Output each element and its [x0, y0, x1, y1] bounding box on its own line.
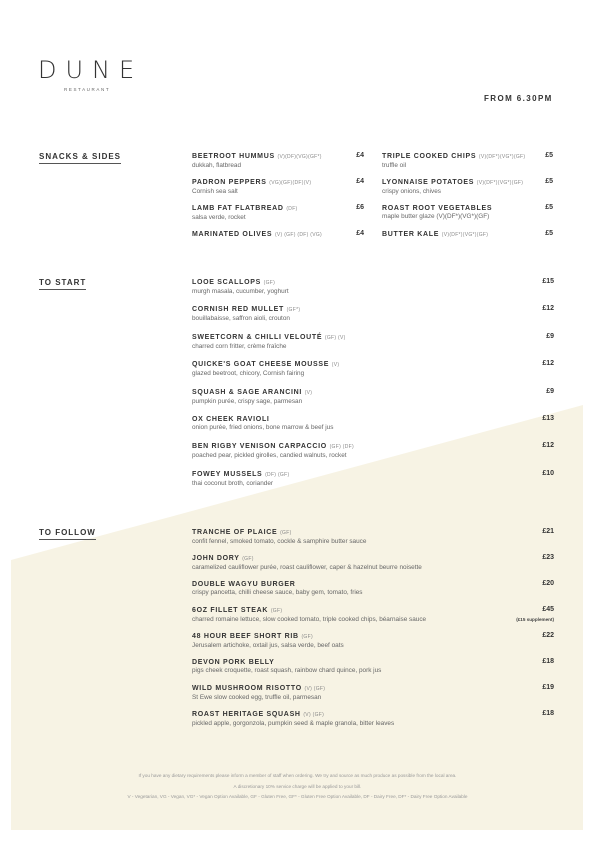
menu-item [192, 305, 300, 323]
item-tags: (DF) [286, 206, 298, 212]
item-name: PADRON PEPPERS [192, 179, 267, 186]
item-price: £4 [356, 178, 364, 185]
price-supplement-note: (£15 supplement) [516, 617, 554, 622]
item-price: £15 [542, 278, 554, 285]
item-tags: (GF) [263, 280, 276, 286]
menu-item [382, 204, 492, 221]
item-price: £6 [356, 204, 364, 211]
item-price: £13 [542, 415, 554, 422]
menu-item [192, 278, 289, 296]
item-name: SQUASH & SAGE ARANCINI [192, 389, 303, 396]
item-price: £5 [545, 178, 553, 185]
item-description: Cornish sea salt [192, 188, 238, 195]
item-description: crispy pancetta, chilli cheese sauce, baby gem, tomato, fries [192, 589, 363, 596]
item-price: £23 [542, 554, 554, 561]
item-name: BUTTER KALE [382, 231, 440, 238]
item-price: £5 [545, 152, 553, 159]
item-price: £5 [545, 204, 553, 211]
menu-item [192, 710, 394, 728]
item-name: JOHN DORY [192, 555, 240, 562]
item-name: LYONNAISE POTATOES [382, 179, 475, 186]
menu-item [192, 632, 344, 650]
item-name: QUICKE'S GOAT CHEESE MOUSSE [192, 361, 330, 368]
item-name: LAMB FAT FLATBREAD [192, 205, 284, 212]
item-name: WILD MUSHROOM RISOTTO [192, 685, 302, 692]
item-price: £5 [545, 230, 553, 237]
service-time: FROM 6.30PM [484, 94, 553, 103]
item-description: truffle oil [382, 162, 407, 169]
menu-item [192, 658, 381, 675]
menu-item [192, 684, 325, 702]
item-tags: (GF) (DF) [329, 444, 354, 450]
footer-legend: V - Vegetarian, VG - Vegan, VG* - Vegan Option Available, GF - Gluten Free, GF* - Gluten Free Option Available, DF - Dairy Free, DF* - Dairy Free Option Available [127, 794, 468, 799]
menu-item [382, 178, 523, 196]
footer-dietary-note: If you have any dietary requirements please inform a member of staff when ordering. We try and source as much produce as possible from the local area. [138, 773, 457, 778]
section-title-follow: TO FOLLOW [39, 528, 96, 540]
menu-item [382, 152, 525, 170]
item-tags: (GF) (V) [324, 335, 346, 341]
item-description: thai coconut broth, coriander [192, 480, 273, 487]
menu-item [192, 442, 354, 460]
item-name: SWEETCORN & CHILLI VELOUTÉ [192, 334, 323, 341]
item-price: £4 [356, 230, 364, 237]
item-description: salsa verde, rocket [192, 214, 246, 221]
item-tags: (GF) [270, 608, 283, 614]
item-name: LOOE SCALLOPS [192, 279, 261, 286]
menu-item [192, 333, 346, 351]
item-tags: (GF) [301, 634, 313, 640]
item-tags: (GF) [242, 556, 254, 562]
item-description: glazed beetroot, chicory, Cornish fairing [192, 370, 305, 377]
logo-wordmark: DUNE [38, 56, 144, 84]
item-price: £19 [542, 684, 554, 691]
item-name: DOUBLE WAGYU BURGER [192, 581, 296, 588]
item-tags: (VG)(GF)(DF)(V) [269, 180, 312, 186]
item-price: £12 [542, 305, 554, 312]
logo [38, 56, 144, 92]
menu-item [192, 360, 339, 378]
item-name: CORNISH RED MULLET [192, 306, 284, 313]
item-price: £18 [542, 710, 554, 717]
item-tags: (V) (GF) [303, 712, 325, 718]
menu-item [192, 415, 333, 432]
item-tags: (V) [331, 362, 340, 368]
item-price: £20 [542, 580, 554, 587]
section-title-start: TO START [39, 278, 86, 290]
menu-item [192, 554, 422, 572]
item-name: BEN RIGBY VENISON CARPACCIO [192, 443, 327, 450]
item-price: £12 [542, 442, 554, 449]
item-description: Jerusalem artichoke, oxtail jus, salsa verde, beef oats [192, 642, 344, 649]
menu-item [192, 580, 363, 597]
footer-service-charge: A discretionary 10% service charge will be applied to your bill. [233, 783, 362, 789]
item-tags: (V)(DF*)(VG*)(GF) [478, 154, 526, 160]
item-price: £10 [542, 470, 554, 477]
item-name: BEETROOT HUMMUS [192, 153, 275, 160]
item-tags: (V) [304, 390, 313, 396]
item-name: ROAST ROOT VEGETABLES [382, 205, 493, 212]
item-tags: (DF) (GF) [265, 472, 290, 478]
item-price: £4 [356, 152, 364, 159]
item-name: 6OZ FILLET STEAK [192, 607, 269, 614]
item-tags: (V)(DF)(VG)(GF*) [277, 154, 322, 160]
menu-item [192, 388, 312, 406]
item-tags: (V)(DF*)(VG*)(GF) [441, 232, 489, 238]
menu-item [192, 230, 322, 240]
section-title-snacks: SNACKS & SIDES [39, 152, 121, 164]
item-price: £22 [542, 632, 554, 639]
item-price: £45 [542, 606, 554, 613]
item-price: £12 [542, 360, 554, 367]
menu-item [192, 204, 298, 222]
item-description: pickled apple, gorgonzola, pumpkin seed & maple granola, bitter leaves [192, 720, 395, 727]
item-tags: (V)(DF*)(VG*)(GF) [476, 180, 524, 186]
item-name: ROAST HERITAGE SQUASH [192, 711, 301, 718]
item-name: 48 HOUR BEEF SHORT RIB [192, 633, 299, 640]
item-price: £9 [546, 388, 554, 395]
item-description: caramelized cauliflower purée, roast cauliflower, caper & hazelnut beurre noisette [192, 564, 422, 571]
item-description: charred romaine lettuce, slow cooked tomato, triple cooked chips, béarnaise sauce [192, 616, 427, 623]
item-name: MARINATED OLIVES [192, 231, 273, 238]
item-name: TRANCHE OF PLAICE [192, 529, 278, 536]
item-description: onion purée, fried onions, bone marrow & beef jus [192, 424, 334, 431]
item-price: £9 [546, 333, 554, 340]
item-description: pigs cheek croquette, roast squash, rainbow chard quince, pork jus [192, 667, 382, 674]
logo-subtitle: RESTAURANT [64, 87, 111, 92]
item-description: charred corn fritter, crème fraîche [192, 343, 287, 350]
item-price: £18 [542, 658, 554, 665]
item-name: OX CHEEK RAVIOLI [192, 416, 270, 423]
item-description: pumpkin purée, crispy sage, parmesan [192, 398, 303, 405]
item-description: maple butter glaze (V)(DF*)(VG*)(GF) [382, 213, 490, 220]
menu-item [192, 152, 322, 170]
menu-item [192, 528, 366, 546]
item-tags: (V) (GF) [304, 686, 326, 692]
item-name: FOWEY MUSSELS [192, 471, 263, 478]
item-name: TRIPLE COOKED CHIPS [382, 153, 477, 160]
menu-item [192, 178, 311, 196]
item-price: £21 [542, 528, 554, 535]
item-description: dukkah, flatbread [192, 162, 242, 169]
item-description: murgh masala, cucumber, yoghurt [192, 288, 289, 295]
item-description: St Ewe slow cooked egg, truffle oil, parmesan [192, 694, 322, 701]
menu-item [382, 230, 488, 240]
item-tags: (V) (GF) (DF) (VG) [274, 232, 323, 238]
item-tags: (GF*) [286, 307, 301, 313]
item-name: DEVON PORK BELLY [192, 659, 275, 666]
menu-item [192, 606, 426, 624]
item-description: poached pear, pickled girolles, candied walnuts, rocket [192, 452, 347, 459]
footer-notes [40, 771, 555, 803]
item-tags: (GF) [280, 530, 292, 536]
item-description: bouillabaisse, saffron aioli, crouton [192, 315, 290, 322]
item-description: confit fennel, smoked tomato, cockle & samphire butter sauce [192, 538, 367, 545]
menu-item [192, 470, 289, 488]
item-description: crispy onions, chives [382, 188, 441, 195]
